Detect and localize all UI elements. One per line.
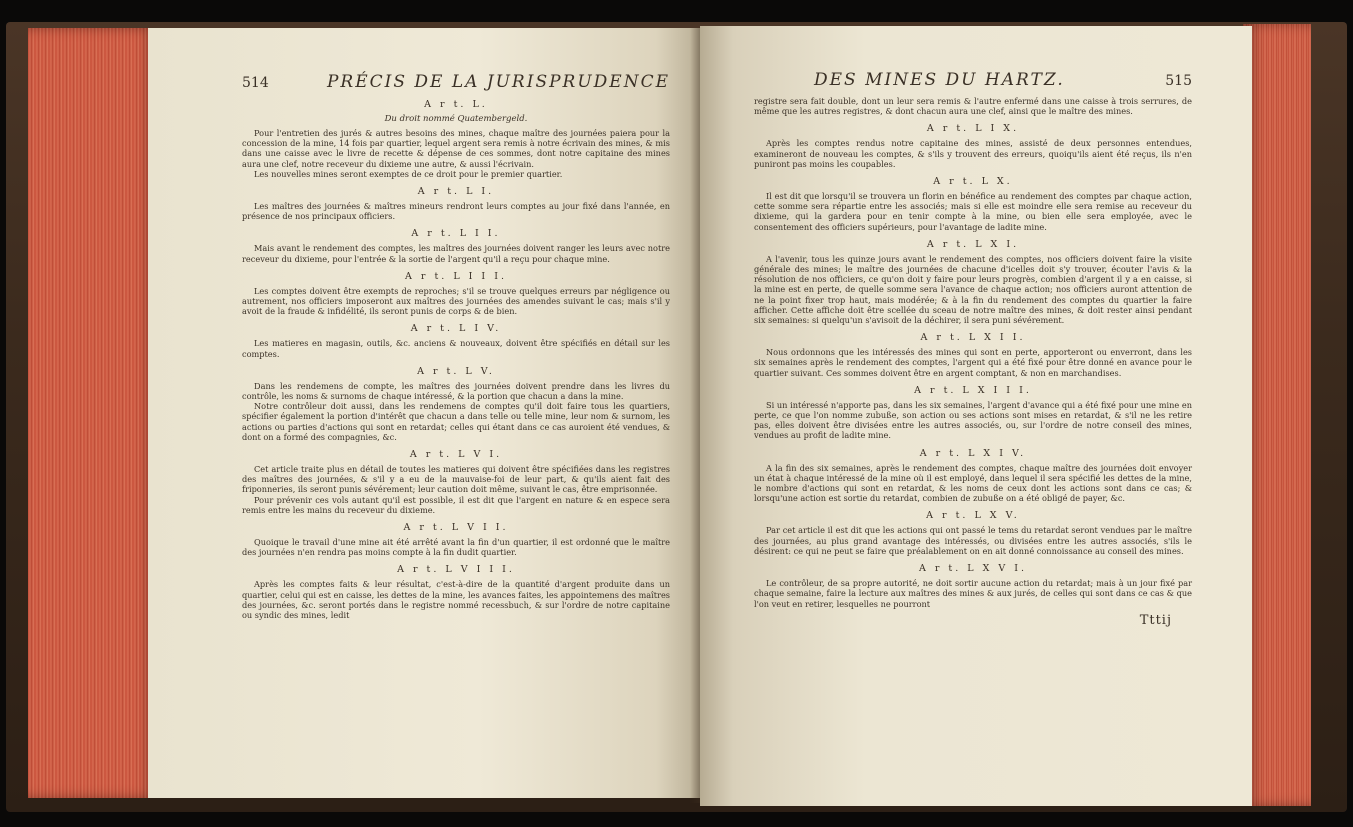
right-page-number: 515	[1165, 73, 1192, 89]
article-paragraph: Mais avant le rendement des comptes, les maîtres des journées doivent ranger les leurs avec notre receveur du dixieme, pour l'entrée & la sortie de l'argent qu'il a reçu pour chaque mine.	[242, 243, 670, 264]
left-running-title: PRÉCIS DE LA JURISPRUDENCE	[326, 72, 670, 92]
article-paragraph: Quoique le travail d'une mine ait été arrêté avant la fin d'un quartier, il est ordonné que le maître des journées n'en rendra pas moins compte à la fin dudit quartier.	[242, 537, 670, 558]
article-paragraph: Après les comptes faits & leur résultat, c'est-à-dire de la quantité d'argent produite dans un quartier, celui qui est en caisse, les dettes de la mine, les avances faites, les appointemens des maîtres des journées, &c. seront portés dans le registre nommé recessbuch, & sur l'ordre de notre capitaine ou syndic des mines, ledit	[242, 579, 670, 621]
article-paragraph: A l'avenir, tous les quinze jours avant le rendement des comptes, nos officiers doivent faire la visite générale des mines; le maître des journées de chacune d'icelles doit s'y trouver, écouter l'avis & la résolution de nos officiers, ce qu'on doit y faire pour leurs progrès, combien d'argent il y a en caisse, si la mine est en perte, de quelle somme sera l'avance de chaque action; nos officiers auront attention de ne la point fixer trop haut, mais modérée; & à la fin du rendement des comptes du quartier la faire afficher. Cette affiche doit être scellée du sceau de notre maître des mines, & doit rester ainsi pendant six semaines: si quelqu'un s'avisoit de la déchirer, il sera puni sévérement.	[754, 253, 1192, 326]
article-heading: A r t. L V.	[417, 365, 495, 377]
right-running-title: DES MINES DU HARTZ.	[814, 70, 1065, 90]
article-paragraph: Dans les rendemens de compte, les maîtres des journées doivent prendre dans les livres du contrôle, les noms & surnoms de chaque intéressé, & la portion que chacun a dans la mine.	[242, 380, 670, 402]
article-paragraph: Pour l'entretien des jurés & autres besoins des mines, chaque maître des journées paiera pour la concession de la mine, 14 fois par quartier, lequel argent sera remis à notre écrivain des mines, & mis dans une caisse avec le livre de recette & dépense de ces sommes, dont notre capitaine des mines aura une clef, notre receveur du dixieme une autre, & aussi l'écrivain.	[242, 128, 670, 169]
article-heading: A r t. L V I.	[409, 449, 503, 461]
right-running-head	[754, 70, 1192, 90]
article-paragraph: Les matieres en magasin, outils, &c. anciens & nouveaux, doivent être spécifiés en détail sur les comptes.	[242, 338, 670, 359]
article-paragraph: A la fin des six semaines, après le rendement des comptes, chaque maître des journées doit envoyer un état à chaque intéressé de la mine où il est employé, dans lequel il sera spécifié les dettes de la mine, le nombre d'actions qui sont en retardat, & les noms de ceux dont les actions sont dans ce cas; & lorsqu'une action est sortie du retardat, combien de zubuße on a été obligé de payer, &c.	[754, 462, 1192, 504]
article-heading: A r t. L X I I.	[920, 332, 1026, 344]
article-paragraph: Il est dit que lorsqu'il se trouvera un florin en bénéfice au rendement des comptes par chaque action, cette somme sera répartie entre les associés; mais si elle est moindre elle sera remise au receveur du dixieme, qui la gardera pour en tenir compte à la mine, ou bien elle sera employée, avec le consentement des officiers supérieurs, pour l'avantage de ladite mine.	[754, 191, 1192, 232]
article-paragraph: Nous ordonnons que les intéressés des mines qui sont en perte, apporteront ou enverront, dans les six semaines après le rendement des comptes, l'argent qui a été fixé pour être donné en avance pour le quartier suivant. Ces sommes doivent être en argent comptant, & non en marchandises.	[754, 347, 1192, 378]
article-paragraph: Notre contrôleur doit aussi, dans les rendemens de comptes qu'il doit faire tous les quartiers, spécifier également la portion d'intérêt que chacun a dans telle ou telle mine, leur nom & surnom, les actions ou parties d'actions qui sont en retardat; celles qui étant dans ce cas auroient été vendues, & dont on a formé des compagnies, &c.	[242, 401, 670, 442]
article-heading: A r t. L X I V.	[919, 447, 1027, 459]
article-paragraph: Pour prévenir ces vols autant qu'il est possible, il est dit que l'argent en nature & en espece sera remis entre les mains du receveur du dixieme.	[242, 494, 670, 515]
article-heading: A r t. L I.	[417, 186, 495, 198]
article-subtitle: Du droit nommé Quatembergeld.	[384, 114, 528, 124]
article-paragraph: Si un intéressé n'apporte pas, dans les six semaines, l'argent d'avance qui a été fixé pour une mine en perte, ce que l'on nomme zubuße, son action ou ses actions sont mises en retardat, & s'il ne les retire pas, elles doivent être divisées entre les autres associés, ou, sur l'ordre de notre conseil des mines, vendues au profit de ladite mine.	[754, 399, 1192, 441]
article-heading: A r t. L X I.	[926, 238, 1020, 250]
left-page-edges	[28, 28, 156, 798]
right-intro-paragraph: registre sera fait double, dont un leur sera remis & l'autre enfermé dans une caisse à trois serrures, de même que les autres registres, & dont chacun aura une clef, ainsi que le maître des mines.	[754, 96, 1192, 117]
article-heading: A r t. L I X.	[926, 123, 1020, 135]
article-heading: A r t. L X I I I.	[914, 384, 1032, 396]
article-heading: A r t. L V I I I.	[397, 564, 515, 576]
article-heading: A r t. L I I I.	[405, 270, 507, 282]
article-heading: A r t. L.	[424, 99, 488, 110]
article-heading: A r t. L I I.	[411, 228, 501, 240]
left-running-head	[242, 72, 670, 92]
right-page-edges	[1243, 24, 1311, 806]
left-page-body	[242, 99, 670, 620]
right-page	[700, 26, 1252, 806]
article-paragraph: Le contrôleur, de sa propre autorité, ne doit sortir aucune action du retardat; mais à un jour fixé par chaque semaine, faire la lecture aux maîtres des mines & aux jurés, de celles qui sont dans ce cas & que l'on veut en retirer, lesquelles ne pourront	[754, 578, 1192, 609]
article-paragraph: Après les comptes rendus notre capitaine des mines, assisté de deux personnes entendues, examineront de nouveau les comptes, & s'ils y trouvent des erreurs, quoiqu'ils aient été reçus, ils n'en puniront pas moins les coupables.	[754, 138, 1192, 169]
left-page-number: 514	[242, 75, 269, 91]
article-heading: A r t. L I V.	[410, 323, 502, 335]
right-page-body	[754, 123, 1192, 608]
article-paragraph: Les maîtres des journées & maîtres mineurs rendront leurs comptes au jour fixé dans l'année, en présence de nos principaux officiers.	[242, 201, 670, 222]
article-paragraph: Les comptes doivent être exempts de reproches; s'il se trouve quelques erreurs par négligence ou autrement, nos officiers imposeront aux maîtres des journées des amendes suivant le cas; mais s'il y avoit de la fraude & infidélité, ils seront punis de corps & de bien.	[242, 285, 670, 317]
article-heading: A r t. L V I I.	[403, 522, 509, 534]
signature-mark: Tttij	[1139, 612, 1172, 628]
left-page	[148, 28, 700, 798]
article-heading: A r t. L X V.	[926, 510, 1020, 522]
article-paragraph: Par cet article il est dit que les actions qui ont passé le tems du retardat seront vendues par le maître des journées, au plus grand avantage des intéressés, ou divisées entre les autres associés, s'ils le désirent: ce qui ne peut se faire que préalablement on en ait donné connoissance au conseil des mines.	[754, 525, 1192, 556]
article-paragraph: Cet article traite plus en détail de toutes les matieres qui doivent être spécifiées dans les registres des maîtres des journées, & s'il y a eu de la mauvaise-foi de leur part, & qu'ils aient fait des friponneries, ils seront punis sévérement; leur caution doit même, suivant le cas, être emprisonnée.	[242, 464, 670, 495]
article-paragraph: Les nouvelles mines seront exemptes de ce droit pour le premier quartier.	[254, 168, 563, 179]
article-heading: A r t. L X.	[933, 176, 1013, 188]
article-heading: A r t. L X V I.	[918, 563, 1028, 575]
